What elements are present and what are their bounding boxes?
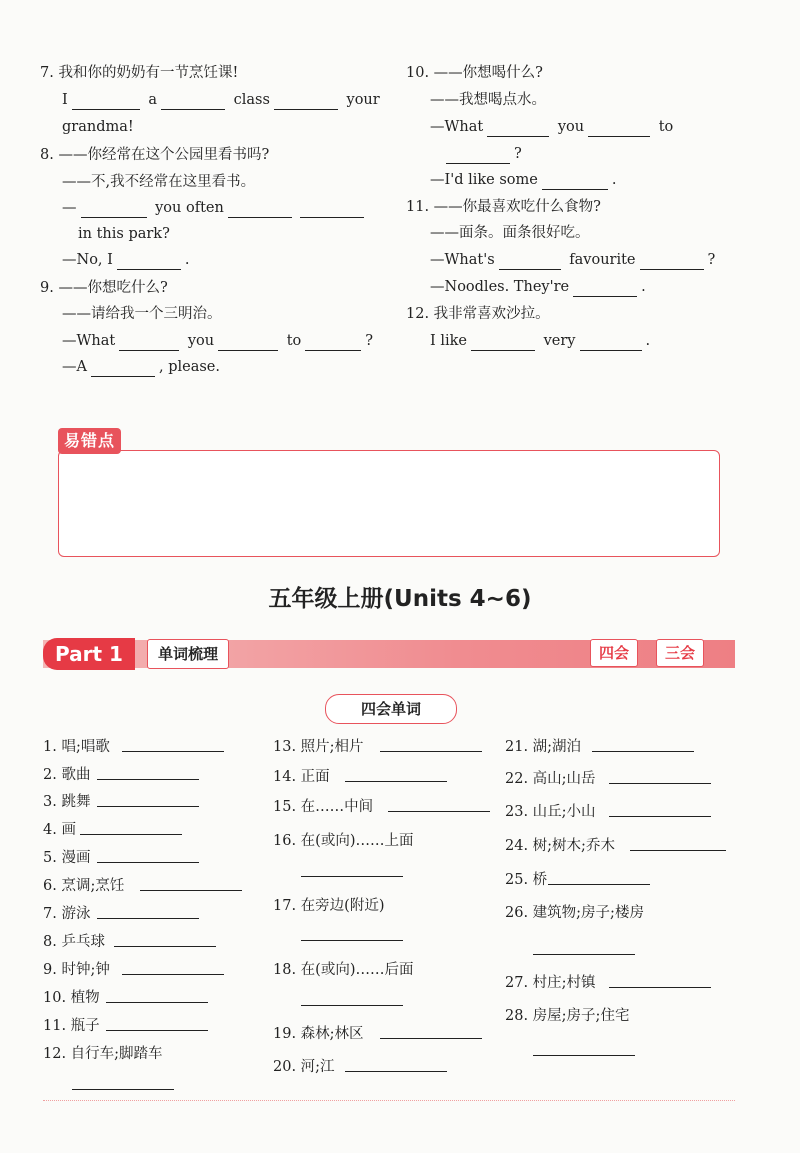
answer-blank[interactable] [588, 122, 650, 137]
word-item: 27. 村庄;村镇 [505, 975, 596, 991]
section-title: 五年级上册(Units 4~6) [268, 586, 532, 612]
word-item: 5. 漫画 [43, 850, 91, 866]
word-item: 11. 瓶子 [43, 1018, 100, 1034]
word-item: 4. 画 [43, 822, 76, 838]
answer-blank[interactable] [533, 1055, 635, 1056]
question-9-reply: —A , please. [62, 359, 220, 375]
answer-blank[interactable] [80, 834, 182, 835]
answer-blank[interactable] [106, 1030, 208, 1031]
word-item: 19. 森林;林区 [273, 1026, 364, 1042]
answer-blank[interactable] [301, 940, 403, 941]
answer-blank[interactable] [533, 954, 635, 955]
question-9-answer-line: —What you to ? [62, 333, 374, 349]
word-item: 6. 烹调;烹饪 [43, 878, 125, 894]
question-8-reply: —No, I . [62, 252, 190, 268]
answer-blank[interactable] [609, 816, 711, 817]
answer-blank[interactable] [471, 336, 535, 351]
answer-blank[interactable] [114, 946, 216, 947]
answer-blank[interactable] [305, 336, 361, 351]
answer-blank[interactable] [542, 175, 608, 190]
word-item: 25. 桥 [505, 872, 548, 888]
word-item: 15. 在……中间 [273, 799, 374, 815]
question-8-prompt-2: ——不,我不经常在这里看书。 [62, 174, 256, 190]
question-8: 8. ——你经常在这个公园里看书吗? [40, 147, 270, 163]
question-10-reply: —I'd like some . [430, 172, 617, 188]
question-11-answer-line: —What's favourite ? [430, 252, 716, 268]
answer-blank[interactable] [573, 282, 637, 297]
answer-blank[interactable] [218, 336, 278, 351]
answer-blank[interactable] [345, 1071, 447, 1072]
answer-blank[interactable] [97, 862, 199, 863]
question-12: 12. 我非常喜欢沙拉。 [406, 306, 550, 322]
answer-blank[interactable] [609, 783, 711, 784]
word-item: 22. 高山;山岳 [505, 771, 596, 787]
answer-blank[interactable] [487, 122, 549, 137]
question-prompt: 我和你的奶奶有一节烹饪课! [58, 65, 239, 81]
question-9-prompt-2: ——请给我一个三明治。 [62, 306, 222, 322]
word-item: 28. 房屋;房子;住宅 [505, 1008, 630, 1024]
word-item: 16. 在(或向)……上面 [273, 833, 414, 849]
question-7-continuation: grandma! [62, 119, 134, 135]
word-item: 10. 植物 [43, 990, 100, 1006]
question-10-prompt-2: ——我想喝点水。 [430, 92, 546, 108]
error-notes-box[interactable] [58, 450, 720, 557]
answer-blank[interactable] [580, 336, 642, 351]
answer-blank[interactable] [499, 255, 561, 270]
answer-blank[interactable] [609, 987, 711, 988]
word-item: 9. 时钟;钟 [43, 962, 110, 978]
word-item: 26. 建筑物;房子;楼房 [505, 905, 644, 921]
word-item: 14. 正面 [273, 769, 330, 785]
subsection-title: 四会单词 [325, 694, 457, 724]
word-item: 18. 在(或向)……后面 [273, 962, 414, 978]
question-8-continuation: in this park? [78, 226, 170, 242]
footer-divider [43, 1100, 735, 1101]
answer-blank[interactable] [592, 751, 694, 752]
part-label: 单词梳理 [147, 639, 229, 669]
question-11-reply: —Noodles. They're . [430, 279, 646, 295]
word-item: 13. 照片;相片 [273, 739, 364, 755]
word-item: 12. 自行车;脚踏车 [43, 1046, 163, 1062]
question-11-prompt-2: ——面条。面条很好吃。 [430, 225, 590, 241]
word-item: 8. 乒乓球 [43, 934, 105, 950]
answer-blank[interactable] [380, 1038, 482, 1039]
answer-blank[interactable] [117, 255, 181, 270]
question-12-answer-line: I like very . [430, 333, 651, 349]
answer-blank[interactable] [300, 203, 364, 218]
answer-blank[interactable] [122, 974, 224, 975]
answer-blank[interactable] [72, 95, 140, 110]
word-item: 21. 湖;湖泊 [505, 739, 582, 755]
word-item: 7. 游泳 [43, 906, 91, 922]
answer-blank[interactable] [274, 95, 338, 110]
word-item: 2. 歌曲 [43, 767, 91, 783]
answer-blank[interactable] [122, 751, 224, 752]
answer-blank[interactable] [630, 850, 726, 851]
level-tag-three: 三会 [656, 639, 704, 667]
answer-blank[interactable] [81, 203, 147, 218]
question-9: 9. ——你想吃什么? [40, 280, 168, 296]
answer-blank[interactable] [97, 779, 199, 780]
answer-blank[interactable] [446, 149, 510, 164]
answer-blank[interactable] [345, 781, 447, 782]
answer-blank[interactable] [301, 1005, 403, 1006]
answer-blank[interactable] [640, 255, 704, 270]
answer-blank[interactable] [548, 884, 650, 885]
word-item: 23. 山丘;小山 [505, 804, 596, 820]
answer-blank[interactable] [228, 203, 292, 218]
question-7-answer-line: I a class your [62, 92, 380, 108]
answer-blank[interactable] [140, 890, 242, 891]
word-item: 17. 在旁边(附近) [273, 898, 385, 914]
answer-blank[interactable] [97, 806, 199, 807]
question-8-answer-line: — you often [62, 198, 368, 218]
answer-blank[interactable] [119, 336, 179, 351]
answer-blank[interactable] [301, 876, 403, 877]
level-tag-four: 四会 [590, 639, 638, 667]
question-7 [40, 63, 238, 83]
answer-blank[interactable] [106, 1002, 208, 1003]
error-section-label: 易错点 [58, 428, 121, 454]
word-item: 3. 跳舞 [43, 794, 91, 810]
question-11: 11. ——你最喜欢吃什么食物? [406, 199, 601, 215]
answer-blank[interactable] [161, 95, 225, 110]
answer-blank[interactable] [91, 362, 155, 377]
word-item: 1. 唱;唱歌 [43, 739, 110, 755]
word-item: 24. 树;树木;乔木 [505, 838, 615, 854]
word-item: 20. 河;江 [273, 1059, 335, 1075]
question-10-continuation: ? [446, 144, 522, 164]
answer-blank[interactable] [97, 918, 199, 919]
question-number: 7. [40, 65, 54, 81]
question-10: 10. ——你想喝什么? [406, 65, 543, 81]
answer-blank[interactable] [380, 751, 482, 752]
question-10-answer-line: —What you to [430, 119, 674, 135]
answer-blank[interactable] [72, 1089, 174, 1090]
answer-blank[interactable] [388, 811, 490, 812]
part-tag: Part 1 [43, 638, 135, 670]
